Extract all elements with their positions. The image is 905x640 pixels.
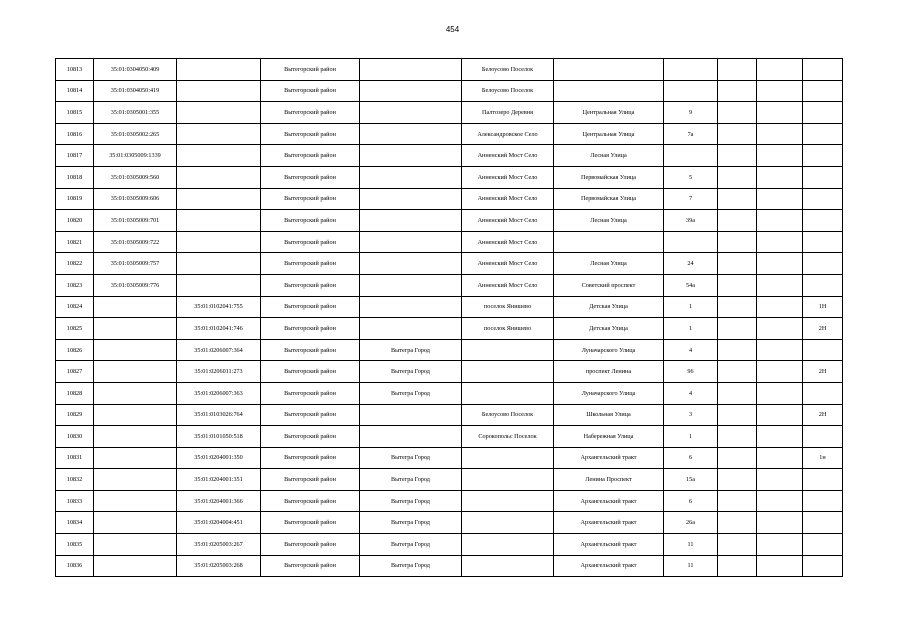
cadastral-number-cell [94, 469, 177, 491]
structure-cell [757, 512, 803, 534]
cadastral-number-cell: 35:01:0305009:560 [94, 166, 177, 188]
table-row [56, 404, 843, 426]
city-cell [360, 123, 462, 145]
house-number-cell: 7 [664, 188, 718, 210]
house-number-cell: 4 [664, 382, 718, 404]
street-cell: Ленина Проспект [554, 469, 664, 491]
row-number-cell: 10815 [56, 102, 94, 124]
row-number-cell: 10817 [56, 145, 94, 167]
premises-cell [803, 102, 843, 124]
street-cell: проспект Ленина [554, 361, 664, 383]
structure-cell [757, 59, 803, 81]
city-cell: Вытегра Город [360, 382, 462, 404]
building-cell [718, 296, 757, 318]
city-cell [360, 426, 462, 448]
premises-cell [803, 210, 843, 232]
table-row [56, 166, 843, 188]
row-number-cell: 10830 [56, 426, 94, 448]
premises-cell: 2Н [803, 361, 843, 383]
structure-cell [757, 296, 803, 318]
structure-cell [757, 555, 803, 577]
district-cell: Вытегорский район [261, 231, 360, 253]
row-number-cell: 10822 [56, 253, 94, 275]
street-cell: Луначарского Улица [554, 382, 664, 404]
property-registry-table [55, 58, 843, 577]
structure-cell [757, 404, 803, 426]
street-cell: Луначарского Улица [554, 339, 664, 361]
district-cell: Вытегорский район [261, 80, 360, 102]
cadastral-number-2-cell: 35:01:0204001:351 [177, 469, 261, 491]
street-cell: Советский проспект [554, 274, 664, 296]
district-cell: Вытегорский район [261, 59, 360, 81]
building-cell [718, 555, 757, 577]
settlement-cell [462, 490, 554, 512]
city-cell [360, 318, 462, 340]
building-cell [718, 469, 757, 491]
table-row [56, 339, 843, 361]
table-row [56, 490, 843, 512]
premises-cell [803, 188, 843, 210]
street-cell: Центральная Улица [554, 123, 664, 145]
cadastral-number-2-cell [177, 123, 261, 145]
street-cell: Детская Улица [554, 318, 664, 340]
cadastral-number-cell [94, 361, 177, 383]
structure-cell [757, 339, 803, 361]
row-number-cell: 10832 [56, 469, 94, 491]
house-number-cell: 15а [664, 469, 718, 491]
house-number-cell: 1 [664, 426, 718, 448]
structure-cell [757, 382, 803, 404]
cadastral-number-2-cell: 35:01:0206007:364 [177, 339, 261, 361]
table-row [56, 253, 843, 275]
row-number-cell: 10828 [56, 382, 94, 404]
table-body [56, 59, 843, 577]
settlement-cell [462, 555, 554, 577]
cadastral-number-cell: 35:01:0305009:606 [94, 188, 177, 210]
house-number-cell [664, 145, 718, 167]
house-number-cell: 1 [664, 318, 718, 340]
city-cell [360, 102, 462, 124]
settlement-cell [462, 382, 554, 404]
structure-cell [757, 231, 803, 253]
row-number-cell: 10818 [56, 166, 94, 188]
cadastral-number-cell: 35:01:0305002:265 [94, 123, 177, 145]
row-number-cell: 10819 [56, 188, 94, 210]
cadastral-number-2-cell [177, 145, 261, 167]
table-row [56, 123, 843, 145]
district-cell: Вытегорский район [261, 469, 360, 491]
cadastral-number-cell [94, 426, 177, 448]
row-number-cell: 10835 [56, 534, 94, 556]
settlement-cell [462, 534, 554, 556]
cadastral-number-2-cell [177, 102, 261, 124]
district-cell: Вытегорский район [261, 361, 360, 383]
cadastral-number-2-cell [177, 253, 261, 275]
cadastral-number-cell [94, 490, 177, 512]
structure-cell [757, 490, 803, 512]
cadastral-number-2-cell: 35:01:0204004:451 [177, 512, 261, 534]
premises-cell [803, 59, 843, 81]
structure-cell [757, 534, 803, 556]
city-cell [360, 80, 462, 102]
house-number-cell: 6 [664, 490, 718, 512]
street-cell [554, 231, 664, 253]
city-cell: Вытегра Город [360, 555, 462, 577]
settlement-cell: Белоусово Поселок [462, 59, 554, 81]
building-cell [718, 210, 757, 232]
cadastral-number-2-cell: 35:01:0204001:366 [177, 490, 261, 512]
cadastral-number-cell [94, 555, 177, 577]
district-cell: Вытегорский район [261, 426, 360, 448]
settlement-cell: Анненский Мост Село [462, 274, 554, 296]
cadastral-number-2-cell: 35:01:0102041:755 [177, 296, 261, 318]
premises-cell [803, 166, 843, 188]
street-cell: Архангельский тракт [554, 447, 664, 469]
settlement-cell: поселок Янишево [462, 296, 554, 318]
structure-cell [757, 274, 803, 296]
settlement-cell: Анненский Мост Село [462, 231, 554, 253]
row-number-cell: 10813 [56, 59, 94, 81]
house-number-cell: 7а [664, 123, 718, 145]
page-number: 454 [445, 25, 460, 34]
structure-cell [757, 188, 803, 210]
cadastral-number-2-cell [177, 210, 261, 232]
table-row [56, 318, 843, 340]
building-cell [718, 102, 757, 124]
row-number-cell: 10834 [56, 512, 94, 534]
row-number-cell: 10821 [56, 231, 94, 253]
house-number-cell: 9 [664, 102, 718, 124]
structure-cell [757, 361, 803, 383]
table-row [56, 231, 843, 253]
building-cell [718, 253, 757, 275]
district-cell: Вытегорский район [261, 145, 360, 167]
city-cell: Вытегра Город [360, 361, 462, 383]
building-cell [718, 534, 757, 556]
structure-cell [757, 80, 803, 102]
house-number-cell: 96 [664, 361, 718, 383]
building-cell [718, 145, 757, 167]
row-number-cell: 10829 [56, 404, 94, 426]
structure-cell [757, 318, 803, 340]
structure-cell [757, 123, 803, 145]
street-cell [554, 59, 664, 81]
structure-cell [757, 102, 803, 124]
street-cell: Лесная Улица [554, 210, 664, 232]
structure-cell [757, 253, 803, 275]
cadastral-number-cell [94, 534, 177, 556]
table-row [56, 361, 843, 383]
street-cell: Набережная Улица [554, 426, 664, 448]
row-number-cell: 10826 [56, 339, 94, 361]
premises-cell [803, 80, 843, 102]
district-cell: Вытегорский район [261, 512, 360, 534]
cadastral-number-cell: 35:01:0305009:776 [94, 274, 177, 296]
cadastral-number-cell [94, 512, 177, 534]
table-row [56, 274, 843, 296]
structure-cell [757, 426, 803, 448]
city-cell: Вытегра Город [360, 490, 462, 512]
district-cell: Вытегорский район [261, 447, 360, 469]
city-cell: Вытегра Город [360, 447, 462, 469]
table-row [56, 512, 843, 534]
cadastral-number-cell [94, 382, 177, 404]
row-number-cell: 10823 [56, 274, 94, 296]
settlement-cell: Сорокопольс Поселок [462, 426, 554, 448]
settlement-cell: Белоусово Поселок [462, 80, 554, 102]
premises-cell [803, 534, 843, 556]
structure-cell [757, 447, 803, 469]
city-cell: Вытегра Город [360, 339, 462, 361]
city-cell [360, 231, 462, 253]
house-number-cell: 3 [664, 404, 718, 426]
district-cell: Вытегорский район [261, 102, 360, 124]
district-cell: Вытегорский район [261, 382, 360, 404]
settlement-cell [462, 469, 554, 491]
settlement-cell: Белоусово Поселок [462, 404, 554, 426]
building-cell [718, 188, 757, 210]
street-cell: Архангельский тракт [554, 534, 664, 556]
cadastral-number-2-cell: 35:01:0205003:267 [177, 534, 261, 556]
table-row [56, 80, 843, 102]
cadastral-number-cell [94, 296, 177, 318]
structure-cell [757, 469, 803, 491]
city-cell: Вытегра Город [360, 469, 462, 491]
settlement-cell: Анненский Мост Село [462, 253, 554, 275]
house-number-cell [664, 59, 718, 81]
street-cell: Школьная Улица [554, 404, 664, 426]
district-cell: Вытегорский район [261, 339, 360, 361]
building-cell [718, 339, 757, 361]
street-cell: Архангельский тракт [554, 512, 664, 534]
row-number-cell: 10816 [56, 123, 94, 145]
district-cell: Вытегорский район [261, 296, 360, 318]
table-row [56, 447, 843, 469]
district-cell: Вытегорский район [261, 274, 360, 296]
premises-cell [803, 123, 843, 145]
district-cell: Вытегорский район [261, 555, 360, 577]
cadastral-number-cell: 35:01:0304050:409 [94, 59, 177, 81]
row-number-cell: 10814 [56, 80, 94, 102]
settlement-cell: Анненский Мост Село [462, 166, 554, 188]
settlement-cell [462, 339, 554, 361]
row-number-cell: 10825 [56, 318, 94, 340]
building-cell [718, 382, 757, 404]
building-cell [718, 274, 757, 296]
premises-cell [803, 490, 843, 512]
district-cell: Вытегорский район [261, 404, 360, 426]
cadastral-number-cell: 35:01:0305009:1339 [94, 145, 177, 167]
house-number-cell: 11 [664, 534, 718, 556]
cadastral-number-cell [94, 447, 177, 469]
premises-cell [803, 231, 843, 253]
premises-cell [803, 555, 843, 577]
district-cell: Вытегорский район [261, 534, 360, 556]
row-number-cell: 10836 [56, 555, 94, 577]
city-cell [360, 274, 462, 296]
city-cell [360, 210, 462, 232]
street-cell: Центральная Улица [554, 102, 664, 124]
cadastral-number-2-cell [177, 166, 261, 188]
district-cell: Вытегорский район [261, 123, 360, 145]
settlement-cell: Анненский Мост Село [462, 210, 554, 232]
city-cell: Вытегра Город [360, 512, 462, 534]
house-number-cell: 54а [664, 274, 718, 296]
cadastral-number-2-cell: 35:01:0103026:764 [177, 404, 261, 426]
structure-cell [757, 210, 803, 232]
table-row [56, 145, 843, 167]
city-cell [360, 166, 462, 188]
table-row [56, 102, 843, 124]
premises-cell [803, 339, 843, 361]
building-cell [718, 426, 757, 448]
district-cell: Вытегорский район [261, 188, 360, 210]
table-row [56, 469, 843, 491]
cadastral-number-2-cell [177, 80, 261, 102]
premises-cell [803, 274, 843, 296]
building-cell [718, 80, 757, 102]
table-row [56, 555, 843, 577]
settlement-cell: Анненский Мост Село [462, 145, 554, 167]
city-cell [360, 253, 462, 275]
house-number-cell: 11 [664, 555, 718, 577]
city-cell [360, 59, 462, 81]
premises-cell: 1н [803, 447, 843, 469]
house-number-cell: 6 [664, 447, 718, 469]
structure-cell [757, 166, 803, 188]
district-cell: Вытегорский район [261, 166, 360, 188]
cadastral-number-2-cell [177, 274, 261, 296]
row-number-cell: 10820 [56, 210, 94, 232]
city-cell [360, 296, 462, 318]
cadastral-number-cell: 35:01:0305001:355 [94, 102, 177, 124]
cadastral-number-cell [94, 404, 177, 426]
building-cell [718, 512, 757, 534]
building-cell [718, 318, 757, 340]
house-number-cell [664, 231, 718, 253]
street-cell: Детская Улица [554, 296, 664, 318]
district-cell: Вытегорский район [261, 253, 360, 275]
settlement-cell [462, 447, 554, 469]
premises-cell [803, 145, 843, 167]
cadastral-number-2-cell: 35:01:0206011:273 [177, 361, 261, 383]
row-number-cell: 10824 [56, 296, 94, 318]
cadastral-number-2-cell: 35:01:0102041:746 [177, 318, 261, 340]
structure-cell [757, 145, 803, 167]
building-cell [718, 447, 757, 469]
cadastral-number-cell: 35:01:0305009:722 [94, 231, 177, 253]
house-number-cell: 5 [664, 166, 718, 188]
table-row [56, 534, 843, 556]
building-cell [718, 123, 757, 145]
house-number-cell [664, 80, 718, 102]
district-cell: Вытегорский район [261, 490, 360, 512]
city-cell [360, 404, 462, 426]
street-cell: Первомайская Улица [554, 166, 664, 188]
district-cell: Вытегорский район [261, 318, 360, 340]
cadastral-number-2-cell [177, 231, 261, 253]
premises-cell [803, 253, 843, 275]
settlement-cell [462, 512, 554, 534]
table-row [56, 188, 843, 210]
cadastral-number-2-cell: 35:01:0101050:518 [177, 426, 261, 448]
district-cell: Вытегорский район [261, 210, 360, 232]
table-row [56, 296, 843, 318]
table-row [56, 210, 843, 232]
cadastral-number-cell: 35:01:0304050:419 [94, 80, 177, 102]
cadastral-number-2-cell: 35:01:0205003:268 [177, 555, 261, 577]
city-cell [360, 188, 462, 210]
building-cell [718, 404, 757, 426]
city-cell: Вытегра Город [360, 534, 462, 556]
premises-cell [803, 426, 843, 448]
row-number-cell: 10833 [56, 490, 94, 512]
street-cell: Лесная Улица [554, 253, 664, 275]
table-row [56, 426, 843, 448]
building-cell [718, 231, 757, 253]
settlement-cell: Александровское Село [462, 123, 554, 145]
row-number-cell: 10827 [56, 361, 94, 383]
settlement-cell: Анненский Мост Село [462, 188, 554, 210]
premises-cell: 2Н [803, 404, 843, 426]
cadastral-number-cell [94, 318, 177, 340]
city-cell [360, 145, 462, 167]
cadastral-number-2-cell [177, 188, 261, 210]
street-cell: Архангельский тракт [554, 490, 664, 512]
street-cell: Первомайская Улица [554, 188, 664, 210]
street-cell: Лесная Улица [554, 145, 664, 167]
cadastral-number-cell: 35:01:0305009:757 [94, 253, 177, 275]
street-cell: Архангельский тракт [554, 555, 664, 577]
house-number-cell: 24 [664, 253, 718, 275]
cadastral-number-cell: 35:01:0305009:701 [94, 210, 177, 232]
building-cell [718, 361, 757, 383]
building-cell [718, 166, 757, 188]
house-number-cell: 26а [664, 512, 718, 534]
cadastral-number-2-cell: 35:01:0206007:363 [177, 382, 261, 404]
building-cell [718, 490, 757, 512]
house-number-cell: 1 [664, 296, 718, 318]
street-cell [554, 80, 664, 102]
house-number-cell: 4 [664, 339, 718, 361]
table-row [56, 382, 843, 404]
settlement-cell [462, 361, 554, 383]
cadastral-number-cell [94, 339, 177, 361]
premises-cell [803, 382, 843, 404]
settlement-cell: Палтозеро Деревня [462, 102, 554, 124]
cadastral-number-2-cell: 35:01:0204001:350 [177, 447, 261, 469]
settlement-cell: поселок Янишево [462, 318, 554, 340]
premises-cell [803, 512, 843, 534]
building-cell [718, 59, 757, 81]
premises-cell [803, 469, 843, 491]
cadastral-number-2-cell [177, 59, 261, 81]
premises-cell: 1Н [803, 296, 843, 318]
row-number-cell: 10831 [56, 447, 94, 469]
house-number-cell: 39а [664, 210, 718, 232]
table-row [56, 59, 843, 81]
premises-cell: 2Н [803, 318, 843, 340]
